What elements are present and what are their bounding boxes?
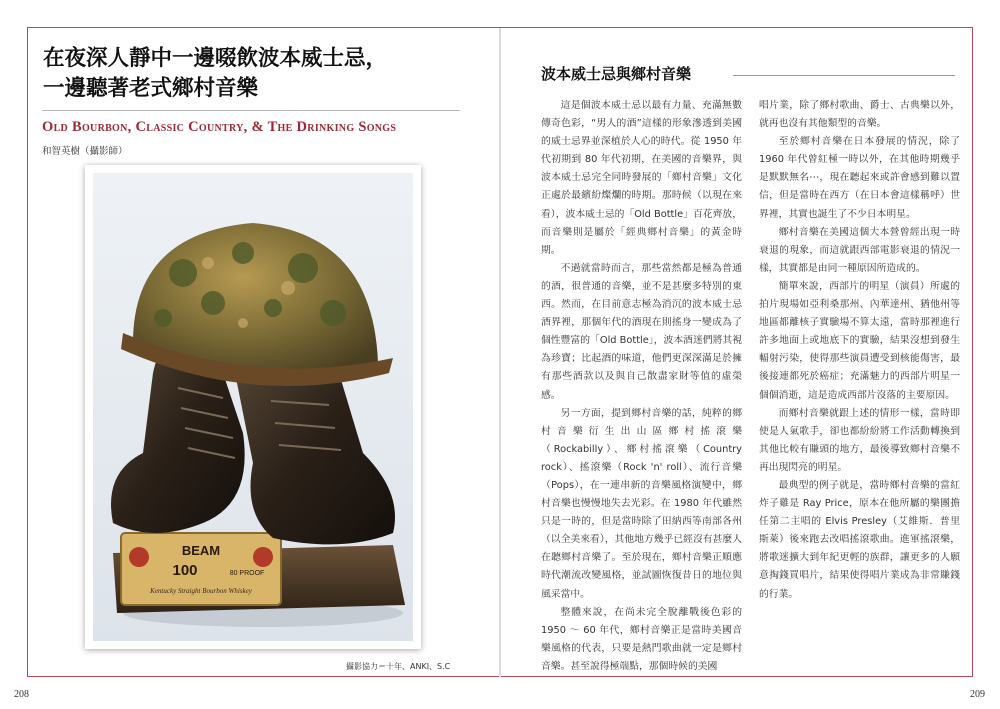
helmet-boots-decanter-illustration	[93, 173, 413, 641]
english-subtitle: Old Bourbon, Classic Country, & The Drinking Songs	[42, 119, 397, 135]
label-proof-number: 100	[172, 562, 198, 579]
label-script: Kentucky Straight Bourbon Whiskey	[150, 587, 252, 595]
paragraph: 唱片業，除了鄉村歌曲、爵士、古典樂以外，就再也沒有其他類型的音樂。	[759, 100, 960, 130]
paragraph: 簡單來說，西部片的明星（演員）所處的拍片現場如亞利桑那州、內華達州、猶他州等地區都離核子實驗場不算太遠，當時那裡進行許多地面上或地底下的實驗，結果沒想到發生輻射污染，使得那些演員遭受到核能傷害，最後接連都死於癌症；充滿魅力的西部片明星一個個消逝，這是造成西部片沒落的主要原因。	[759, 280, 960, 401]
paragraph: 最典型的例子就是，當時鄉村音樂的當紅炸子雞是 Ray Price，原本在他所屬的樂團擔任第二主唱的 Elvis Presley（艾維斯．普里斯萊）後來跑去改唱搖滾歌曲。進軍搖滾樂，將歌迷擴大到年紀更輕的族群，讓更多的人願意掏錢買唱片，結果使得唱片業成為非常賺錢的行業。	[759, 479, 960, 600]
paragraph: 鄉村音樂在美國這個大本營曾經出現一時衰退的現象，而這就跟西部電影衰退的情況一樣，其實都是由同一種原因所造成的。	[759, 226, 960, 274]
paragraph: 整體來說，在尚未完全脫離戰後色彩的 1950 ～ 60 年代，鄉村音樂正是當時美國音樂風格的代表，只要是熱門歌曲就一定是鄉村音樂。甚至說得極端點，那個時候的美國	[541, 606, 742, 672]
article-title	[43, 44, 473, 104]
paragraph: 另一方面，提到鄉村音樂的話，純粹的鄉村音樂衍生出山區鄉村搖滾樂（Rockabilly）、鄉村搖滾樂（Country rock）、搖滾樂（Rock 'n' roll）、流行音樂（Pops），在一連串新的音樂風格演變中，鄉村音樂也慢慢地失去光彩。在 1980 年代雖然只是一時的，但是當時除了田納西等南部各州（以全美來看），其他地方幾乎已經沒有甚麼人在聽鄉村音樂了。至於現在，鄉村音樂正順應時代潮流改變風格，並試圖恢復昔日的地位與風采當中。	[541, 407, 742, 600]
paragraph: 而鄉村音樂就跟上述的情形一樣，當時即使是人氣歌手，卻也都紛紛將工作活動轉換到其他比較有賺頭的地方，最後導致鄉村音樂不再出現閃亮的明星。	[759, 407, 960, 473]
title-line-1: 在夜深人靜中一邊啜飲波本威士忌，	[43, 46, 388, 71]
paragraph: 至於鄉村音樂在日本發展的情況，除了 1960 年代曾紅極一時以外，在其他時期幾乎是默默無名⋯，現在聽起來或許會感到難以置信，但是當時在西方（在日本會這樣稱呼）世界裡，其實也誕生了不少日本明星。	[759, 136, 960, 220]
bottle-label	[121, 533, 281, 605]
book-spine	[499, 28, 501, 677]
author-credit: 和智英樹（攝影師）	[42, 146, 128, 157]
decanter-photo	[93, 173, 413, 641]
page-number-right: 209	[970, 689, 985, 700]
photo-frame	[85, 165, 421, 649]
paragraph: 這是個波本威士忌以最有力量、充滿無數傳奇色彩，“男人的酒”這樣的形象滲透到美國的威士忌界並深植於人心的時代。從 1950 年代初期到 80 年代初期，在美國的音樂界，與波本威士忌完全同時發展的「鄉村音樂」文化正處於最繽紛燦爛的時期。那時候（以現在來看），波本威士忌的「Old Bottle」百花齊放，而音樂則是屬於「經典鄉村音樂」的黃金時期。	[541, 100, 742, 256]
title-divider	[42, 110, 460, 111]
title-line-2: 一邊聽著老式鄉村音樂	[43, 76, 259, 101]
section-divider	[733, 75, 955, 76]
text-column-1	[541, 97, 742, 676]
label-brand: BEAM	[181, 543, 221, 558]
text-column-2	[759, 97, 960, 604]
section-title: 波本威士忌與鄉村音樂	[541, 65, 692, 83]
photo-credit: 攝影協力＝十年、ANKI、S.C	[346, 662, 451, 671]
page-number-left: 208	[14, 689, 29, 700]
label-proof: 80 PROOF	[229, 570, 265, 577]
paragraph: 不過就當時而言，那些當然都是極為普通的酒，很普通的音樂，並不是甚麼多特別的東西。然而，在目前意志極為消沉的波本威士忌酒界裡，那個年代的酒現在則搖身一變成為了個性豐富的「Old Bottle」，波本酒迷們將其視為珍寶；比起酒的味道，他們更深深滿足於擁有那些酒款以及與自己散盡家財等值的虛榮感。	[541, 262, 742, 401]
